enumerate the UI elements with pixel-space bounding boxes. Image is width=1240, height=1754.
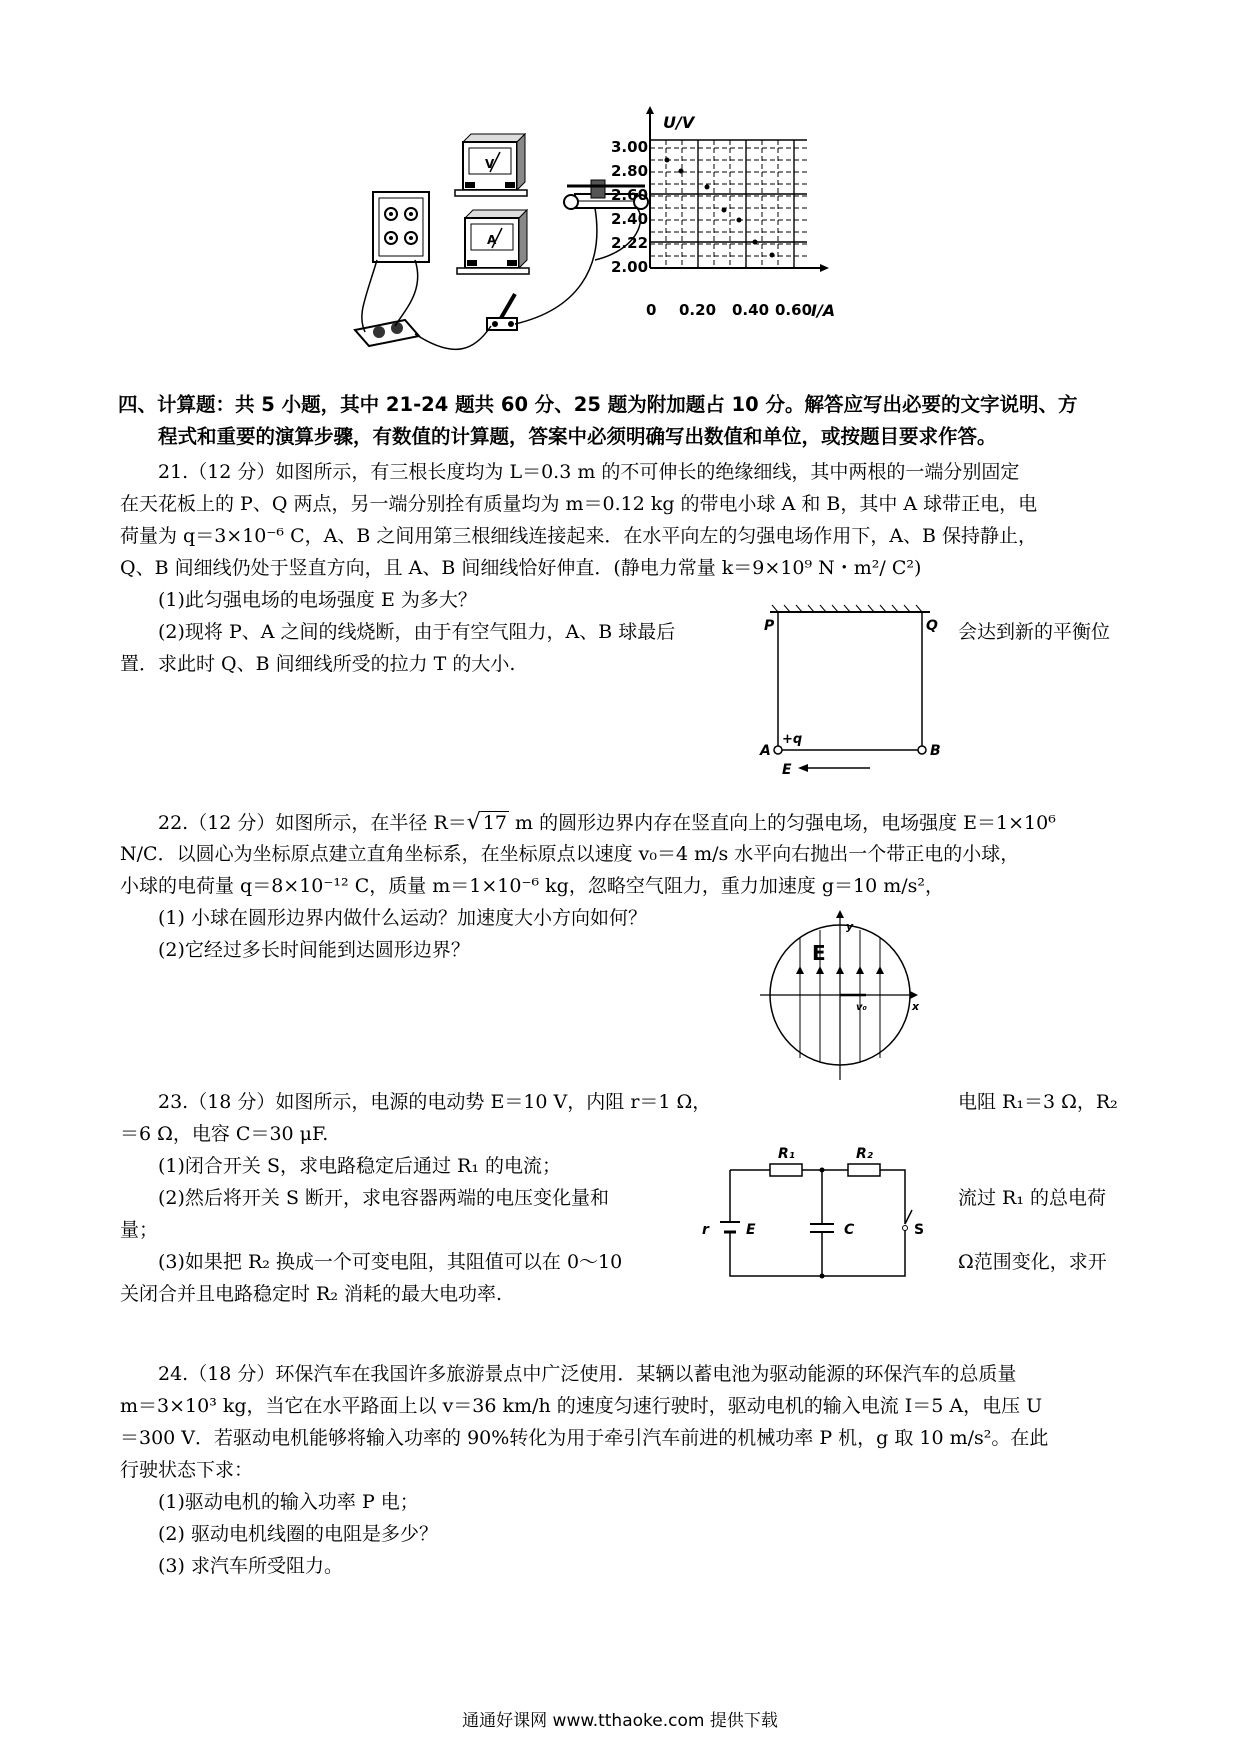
q22-line2: N/C．以圆心为坐标原点建立直角坐标系，在坐标原点以速度 v₀＝4 m/s 水平向右抛出一个带正电的小球，: [120, 843, 1020, 865]
ammeter-label: A: [487, 233, 497, 247]
q22-label-x: x: [912, 1000, 920, 1013]
q24-sub3: (3) 求汽车所受阻力。: [158, 1555, 343, 1577]
graph-y-label: U/V: [663, 113, 695, 132]
q22-figure: [760, 910, 940, 1080]
q21-figure: [760, 600, 960, 780]
q24-line2: m＝3×10³ kg，当它在水平路面上以 v＝36 km/h 的速度匀速行驶时，驱动电机的输入电流 I＝5 A，电压 U: [120, 1395, 1043, 1417]
y-tick-5: 2.00: [611, 258, 649, 276]
q22-label-v0: v₀: [856, 1002, 867, 1013]
y-tick-3: 2.40: [611, 210, 649, 228]
q23-circuit: [700, 1140, 925, 1290]
x-tick-0: 0: [646, 301, 657, 319]
q23-label-c: C: [844, 1222, 855, 1238]
q22-sub1: (1) 小球在圆形边界内做什么运动？加速度大小方向如何？: [158, 907, 647, 929]
q23-label-r1: R₁: [778, 1146, 795, 1162]
q23-label-s: S: [914, 1222, 925, 1238]
y-tick-4: 2.22: [611, 234, 649, 252]
q21-label-b: B: [930, 743, 941, 759]
section-heading-line1: 四、计算题：共 5 小题，其中 21-24 题共 60 分、25 题为附加题占 10 分。解答应写出必要的文字说明、方: [118, 393, 1078, 416]
q23-sub3-line2: 关闭合并且电路稳定时 R₂ 消耗的最大电功率.: [120, 1283, 503, 1305]
voltmeter-label: V: [485, 157, 495, 171]
q24-sub1: (1)驱动电机的输入功率 P 电；: [158, 1491, 419, 1513]
q24-line4: 行驶状态下求：: [120, 1459, 254, 1481]
x-tick-2: 0.40: [732, 301, 770, 319]
x-tick-3: 0.60: [775, 301, 813, 319]
q22-sub2: (2)它经过多长时间能到达圆形边界？: [158, 939, 470, 961]
y-tick-0: 3.00: [611, 138, 649, 156]
q23-line1-left: 23.（18 分）如图所示，电源的电动势 E＝10 V，内阻 r＝1 Ω，: [158, 1091, 712, 1113]
q22-radicand: 17: [482, 812, 507, 834]
u-i-graph: [611, 110, 845, 325]
q23-sub3-right: Ω范围变化，求开: [958, 1251, 1107, 1273]
graph-x-label: I/A: [811, 301, 836, 320]
q22-sqrt: √: [466, 810, 481, 835]
q24-line3: ＝300 V．若驱动电机能够将输入功率的 90%转化为用于牵引汽车前进的机械功率 P 机，g 取 10 m/s²。在此: [120, 1427, 1049, 1449]
q22-label-e: E: [812, 941, 826, 965]
q23-sub1: (1)闭合开关 S，求电路稳定后通过 R₁ 的电流；: [158, 1155, 561, 1177]
y-tick-1: 2.80: [611, 162, 649, 180]
q21-sub2-line2: 置．求此时 Q、B 间细线所受的拉力 T 的大小.: [120, 653, 516, 675]
q24-line1: 24.（18 分）环保汽车在我国许多旅游景点中广泛使用．某辆以蓄电池为驱动能源的环保汽车的总质量: [158, 1363, 1017, 1385]
q23-line1-right: 电阻 R₁＝3 Ω，R₂: [958, 1091, 1118, 1113]
q23-sub2-line2: 量；: [120, 1219, 159, 1241]
q23-line2: ＝6 Ω，电容 C＝30 μF.: [120, 1123, 329, 1145]
q21-sub1: (1)此匀强电场的电场强度 E 为多大？: [158, 589, 477, 611]
q24-sub2: (2) 驱动电机线圈的电阻是多少？: [158, 1523, 438, 1545]
q21-label-p: P: [764, 618, 775, 634]
q21-line3: 荷量为 q＝3×10⁻⁶ C，A、B 之间用第三根细线连接起来．在水平向左的匀强电场作用下，A、B 保持静止，: [120, 525, 1038, 547]
q22-line1: [158, 808, 1056, 838]
y-tick-2: 2.60: [611, 186, 649, 204]
q22-line3: 小球的电荷量 q＝8×10⁻¹² C，质量 m＝1×10⁻⁶ kg，忽略空气阻力，重力加速度 g＝10 m/s²，: [120, 875, 945, 897]
q22-label-y: y: [846, 920, 854, 933]
q23-label-r2: R₂: [856, 1146, 873, 1162]
q22-line1-post: m 的圆形边界内存在竖直向上的匀强电场，电场强度 E＝1×10⁶: [509, 812, 1056, 834]
q23-label-r: r: [702, 1222, 709, 1238]
q21-line1: 21.（12 分）如图所示，有三根长度均为 L＝0.3 m 的不可伸长的绝缘细线，其中两根的一端分别固定: [158, 461, 1020, 483]
q22-line1-pre: 22.（12 分）如图所示，在半径 R＝: [158, 812, 467, 834]
q21-sub2-right: 会达到新的平衡位: [958, 621, 1111, 643]
q21-line2: 在天花板上的 P、Q 两点，另一端分别拴有质量均为 m＝0.12 kg 的带电小球 A 和 B，其中 A 球带正电，电: [120, 493, 1038, 515]
q21-line4: Q、B 间细线仍处于竖直方向，且 A、B 间细线恰好伸直．(静电力常量 k＝9×10⁹ N・m²/ C²): [120, 557, 922, 579]
q23-sub2-left: (2)然后将开关 S 断开，求电容器两端的电压变化量和: [158, 1187, 610, 1209]
q21-label-e: E: [782, 762, 792, 778]
x-tick-1: 0.20: [679, 301, 717, 319]
q21-label-a: A: [760, 743, 771, 759]
q21-label-q: Q: [926, 618, 938, 634]
page-footer: 通通好课网 www.tthaoke.com 提供下载: [462, 1711, 778, 1731]
q23-label-e: E: [746, 1222, 756, 1238]
q23-sub3-left: (3)如果把 R₂ 换成一个可变电阻，其阻值可以在 0～10: [158, 1251, 623, 1273]
q21-sub2-left: (2)现将 P、A 之间的线烧断，由于有空气阻力，A、B 球最后: [158, 621, 676, 643]
section-heading-line2: 程式和重要的演算步骤，有数值的计算题，答案中必须明确写出数值和单位，或按题目要求作答。: [158, 425, 997, 448]
q21-label-charge: +q: [782, 732, 803, 747]
q23-sub2-right: 流过 R₁ 的总电荷: [958, 1187, 1107, 1209]
